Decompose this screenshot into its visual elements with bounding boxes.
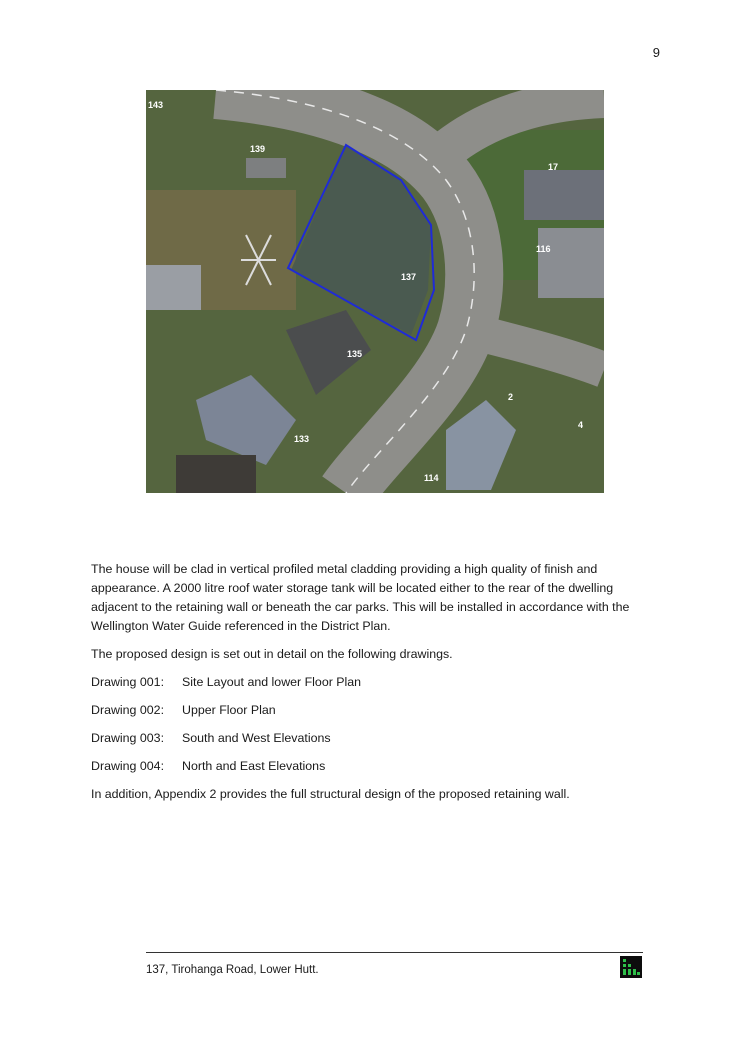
drawing-title: Upper Floor Plan [182, 703, 276, 717]
drawing-title: North and East Elevations [182, 759, 326, 773]
drawing-title: Site Layout and lower Floor Plan [182, 675, 362, 689]
lot-label: 17 [548, 162, 559, 172]
drawing-code: Drawing 003: [91, 731, 165, 745]
drawing-code: Drawing 002: [91, 703, 165, 717]
roof-south [176, 455, 256, 493]
footer-divider [146, 952, 643, 953]
paragraph-cladding: The house will be clad in vertical profiled metal cladding providing a high quality of finish and appearance. A 2000 litre roof water storage tank will be located either to the rear of the dwelling adjacent to the retaining wall or beneath the car parks. This will be installed in accordance with the Wellington Water Guide referenced in the District Plan. [91, 562, 630, 633]
body-text [91, 560, 661, 813]
roof-139 [246, 158, 286, 178]
drawing-row [91, 757, 661, 776]
lot-label: 143 [148, 100, 164, 110]
lot-label: 137 [401, 272, 417, 282]
drawing-code: Drawing 004: [91, 759, 165, 773]
company-logo-icon [620, 956, 642, 978]
drawing-title: South and West Elevations [182, 731, 331, 745]
lot-label: 133 [294, 434, 310, 444]
aerial-map-svg [146, 90, 604, 493]
drawing-row [91, 673, 661, 692]
aerial-site-photo [146, 90, 604, 493]
lot-label: 2 [508, 392, 514, 402]
drawing-row [91, 729, 661, 748]
lot-label: 135 [347, 349, 363, 359]
paragraph-design-intro: The proposed design is set out in detail on the following drawings. [91, 647, 453, 661]
lot-label: 139 [250, 144, 266, 154]
drawing-code: Drawing 001: [91, 675, 165, 689]
footer-address: 137, Tirohanga Road, Lower Hutt. [146, 964, 319, 976]
drawing-row [91, 701, 661, 720]
lot-label: 114 [424, 473, 439, 483]
roof-116 [538, 228, 604, 298]
lot-label: 116 [536, 244, 551, 254]
paragraph-appendix: In addition, Appendix 2 provides the full structural design of the proposed retaining wall. [91, 787, 570, 801]
roof-17 [524, 170, 604, 220]
logo-bars-icon [620, 956, 642, 978]
roof-west [146, 265, 201, 310]
lot-label: 4 [578, 420, 584, 430]
page-number: 9 [652, 45, 660, 60]
